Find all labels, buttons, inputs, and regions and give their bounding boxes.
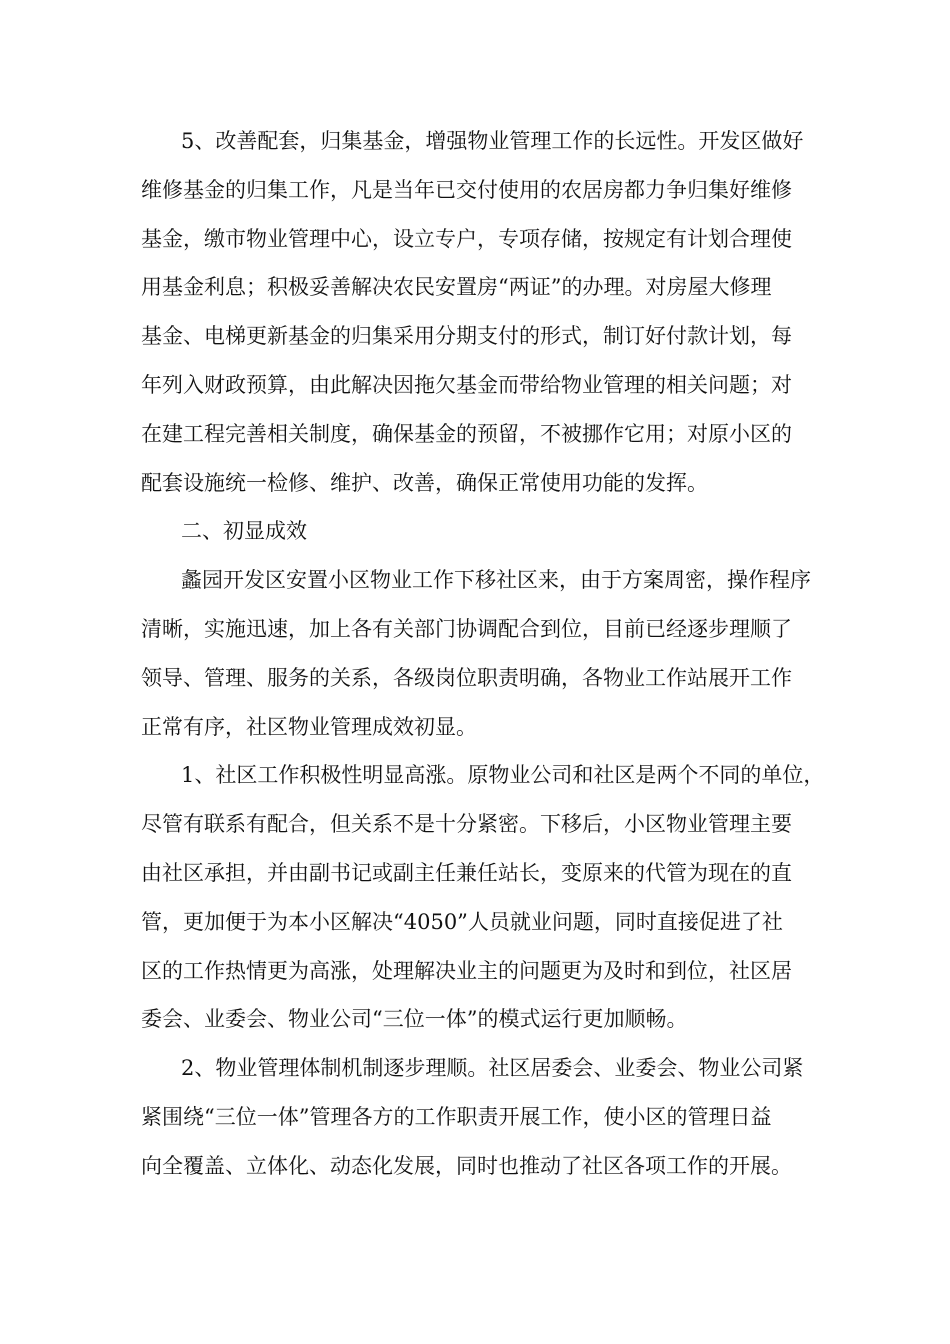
- text-line: 管，更加便于为本小区解决“4050”人员就业问题，同时直接促进了社: [141, 909, 783, 934]
- text-line: 委会、业委会、物业公司“三位一体”的模式运行更加顺畅。: [141, 1007, 688, 1032]
- text-line: 区的工作热情更为高涨，处理解决业主的问题更为及时和到位，社区居: [141, 958, 792, 983]
- text-line: 2、物业管理体制机制逐步理顺。社区居委会、业委会、物业公司紧: [181, 1056, 804, 1081]
- text-line: 维修基金的归集工作，凡是当年已交付使用的农居房都力争归集好维修: [141, 177, 792, 202]
- paragraph-community-enthusiasm: [141, 751, 825, 1044]
- text-line: 5、改善配套，归集基金，增强物业管理工作的长远性。开发区做好: [181, 129, 804, 153]
- text-line: 领导、管理、服务的关系，各级岗位职责明确，各物业工作站展开工作: [141, 665, 792, 690]
- text-line: 由社区承担，并由副书记或副主任兼任站长，变原来的代管为现在的直: [141, 860, 792, 885]
- section-heading-text: 二、初显成效: [181, 519, 307, 544]
- text-line: 年列入财政预算，由此解决因拖欠基金而带给物业管理的相关问题；对: [141, 372, 792, 397]
- paragraph-intro: [141, 556, 821, 751]
- text-line: 用基金利息；积极妥善解决农民安置房“两证”的办理。对房屋大修理: [141, 275, 772, 300]
- text-line: 基金、电梯更新基金的归集采用分期支付的形式，制订好付款计划，每: [141, 324, 792, 349]
- text-line: 基金，缴市物业管理中心，设立专户，专项存储，按规定有计划合理使: [141, 226, 792, 251]
- text-line: 正常有序，社区物业管理成效初显。: [141, 714, 477, 739]
- paragraph-improve-facilities: [141, 117, 821, 507]
- text-line: 配套设施统一检修、维护、改善，确保正常使用功能的发挥。: [141, 470, 708, 495]
- text-line: 向全覆盖、立体化、动态化发展，同时也推动了社区各项工作的开展。: [141, 1153, 792, 1178]
- section-heading: [141, 507, 821, 556]
- paragraph-management-system: [141, 1044, 821, 1190]
- text-line: 蠡园开发区安置小区物业工作下移社区来，由于方案周密，操作程序: [181, 568, 811, 593]
- text-line: 紧围绕“三位一体”管理各方的工作职责开展工作，使小区的管理日益: [141, 1104, 772, 1129]
- text-line: 1、社区工作积极性明显高涨。原物业公司和社区是两个不同的单位，: [181, 763, 825, 788]
- text-line: 尽管有联系有配合，但关系不是十分紧密。下移后，小区物业管理主要: [141, 812, 792, 837]
- text-line: 在建工程完善相关制度，确保基金的预留，不被挪作它用；对原小区的: [141, 421, 792, 446]
- document-body: [141, 117, 825, 1191]
- text-line: 清晰，实施迅速，加上各有关部门协调配合到位，目前已经逐步理顺了: [141, 616, 792, 641]
